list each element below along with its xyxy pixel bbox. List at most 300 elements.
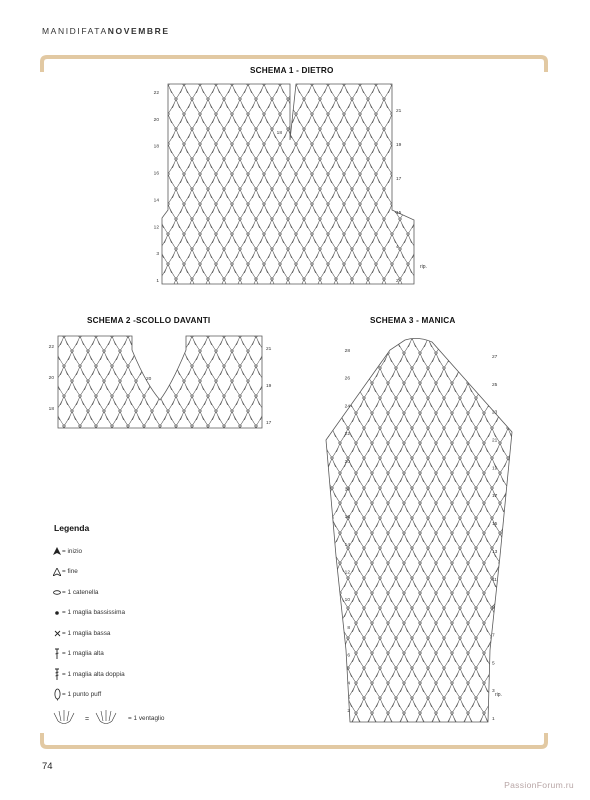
picot-loop — [499, 622, 502, 625]
stitch-motif — [492, 563, 508, 578]
row-number-label: 28 — [344, 349, 350, 354]
picot-loop — [379, 337, 382, 340]
picot-loop — [339, 712, 342, 715]
stitch-motif — [412, 533, 428, 548]
picot-loop — [467, 352, 470, 355]
picot-loop — [363, 367, 366, 370]
stitch-motif — [508, 653, 524, 668]
stitch-motif — [340, 548, 356, 563]
stitch-motif — [364, 713, 380, 728]
stitch-motif — [364, 383, 380, 398]
stitch-motif — [484, 728, 500, 743]
picot-loop — [523, 397, 526, 400]
stitch-motif — [436, 518, 452, 533]
picot-loop — [323, 652, 326, 655]
picot-loop — [475, 337, 478, 340]
picot-loop — [531, 442, 534, 445]
stitch-motif — [444, 413, 460, 428]
stitch-motif — [324, 578, 340, 593]
stitch-motif — [332, 353, 348, 368]
stitch-motif — [524, 443, 540, 458]
picot-loop — [515, 352, 518, 355]
picot-loop — [531, 622, 534, 625]
stitch-motif — [388, 488, 404, 503]
stitch-motif — [476, 533, 492, 548]
stitch-motif — [412, 443, 428, 458]
stitch-motif — [412, 383, 428, 398]
schema2-title: SCHEMA 2 -SCOLLO DAVANTI — [87, 316, 211, 325]
stitch-motif — [444, 623, 460, 638]
picot-loop — [339, 682, 342, 685]
row-number-label: 17 — [396, 177, 402, 182]
stitch-motif — [396, 653, 412, 668]
stitch-motif — [332, 713, 348, 728]
stitch-motif — [460, 623, 476, 638]
picot-loop — [371, 352, 374, 355]
stitch-motif — [508, 623, 524, 638]
stitch-motif — [356, 578, 372, 593]
stitch-motif — [476, 563, 492, 578]
schema3-rip-label: rip. — [495, 692, 502, 698]
picot-loop — [523, 457, 526, 460]
picot-loop — [531, 472, 534, 475]
stitch-motif — [412, 353, 428, 368]
legend-label: = 1 catenella — [62, 588, 99, 596]
end-arrow-icon — [52, 568, 62, 576]
picot-loop — [483, 382, 486, 385]
stitch-motif — [308, 668, 324, 683]
stitch-motif — [396, 443, 412, 458]
stitch-motif — [404, 368, 420, 383]
row-number-label: 18 — [48, 407, 54, 412]
row-number-label: 1 — [492, 717, 495, 722]
stitch-motif — [372, 728, 388, 743]
stitch-motif — [500, 578, 516, 593]
stitch-motif — [388, 638, 404, 653]
stitch-motif — [380, 653, 396, 668]
picot-loop — [363, 727, 366, 730]
row-number-label: 20 — [48, 376, 54, 381]
row-number-label: 17 — [266, 421, 272, 426]
stitch-motif — [468, 458, 484, 473]
stitch-motif — [348, 563, 364, 578]
stitch-motif — [516, 548, 532, 563]
row-number-label: 24 — [344, 404, 350, 410]
stitch-motif — [452, 488, 468, 503]
legend-item — [52, 603, 242, 624]
stitch-motif — [452, 458, 468, 473]
stitch-motif — [388, 608, 404, 623]
stitch-motif — [356, 668, 372, 683]
row-number-label: 11 — [492, 577, 497, 583]
stitch-motif — [364, 473, 380, 488]
picot-loop — [315, 337, 318, 340]
stitch-motif — [404, 398, 420, 413]
picot-loop — [323, 622, 326, 625]
stitch-motif — [452, 368, 468, 383]
stitch-motif — [436, 728, 452, 743]
stitch-motif — [524, 533, 540, 548]
picot-loop — [339, 382, 342, 385]
stitch-motif — [508, 563, 524, 578]
stitch-motif — [372, 428, 388, 443]
stitch-motif — [356, 698, 372, 713]
stitch-motif — [428, 533, 444, 548]
stitch-motif — [380, 503, 396, 518]
picot-loop — [499, 682, 502, 685]
picot-loop — [315, 667, 318, 670]
stitch-motif — [316, 443, 332, 458]
stitch-motif — [420, 518, 436, 533]
picot-loop — [523, 427, 526, 430]
stitch-motif — [324, 728, 340, 743]
stitch-motif — [372, 548, 388, 563]
stitch-motif — [436, 428, 452, 443]
picot-loop — [331, 697, 334, 700]
row-number-label: 16 — [153, 171, 159, 177]
legend-item — [52, 562, 242, 583]
stitch-motif — [516, 668, 532, 683]
picot-loop — [507, 637, 510, 640]
stitch-motif — [500, 668, 516, 683]
stitch-motif — [388, 458, 404, 473]
row-number-label: 15 — [396, 211, 402, 216]
stitch-motif — [308, 728, 324, 743]
legend-item — [52, 664, 242, 685]
stitch-motif — [508, 713, 524, 728]
stitch-motif — [316, 503, 332, 518]
picot-loop — [515, 712, 518, 715]
stitch-motif — [340, 728, 356, 743]
stitch-motif — [476, 353, 492, 368]
stitch-motif — [380, 683, 396, 698]
picot-loop — [443, 727, 446, 730]
picot-loop — [315, 697, 318, 700]
stitch-motif — [372, 398, 388, 413]
stitch-motif — [388, 548, 404, 563]
picot-loop — [451, 352, 454, 355]
stitch-motif — [316, 683, 332, 698]
stitch-motif — [348, 353, 364, 368]
stitch-motif — [308, 518, 324, 533]
row-number-label: 2 — [396, 279, 399, 284]
header-issue: NOVEMBRE — [107, 26, 170, 36]
row-number-label: 5 — [492, 661, 495, 667]
stitch-motif — [420, 728, 436, 743]
stitch-motif — [428, 353, 444, 368]
stitch-motif — [348, 713, 364, 728]
stitch-motif — [404, 608, 420, 623]
stitch-motif — [444, 713, 460, 728]
stitch-motif — [380, 713, 396, 728]
stitch-motif — [460, 563, 476, 578]
row-number-label: 14 — [344, 542, 350, 548]
picot-loop — [347, 367, 350, 370]
stitch-motif — [404, 728, 420, 743]
stitch-motif — [508, 683, 524, 698]
legend — [52, 523, 242, 731]
stitch-motif — [468, 638, 484, 653]
row-number-label: 19 — [266, 384, 272, 389]
stitch-motif — [372, 608, 388, 623]
picot-loop — [499, 652, 502, 655]
stitch-motif — [356, 368, 372, 383]
stitch-motif — [396, 683, 412, 698]
stitch-motif — [452, 728, 468, 743]
picot-loop — [323, 502, 326, 505]
stitch-motif — [348, 443, 364, 458]
stitch-motif — [420, 368, 436, 383]
treble-crochet-icon — [52, 668, 62, 681]
schema1-title: SCHEMA 1 - DIETRO — [250, 66, 334, 75]
stitch-motif — [500, 608, 516, 623]
stitch-motif — [508, 503, 524, 518]
picot-loop — [491, 337, 494, 340]
stitch-motif — [356, 398, 372, 413]
stitch-motif — [412, 503, 428, 518]
stitch-motif — [348, 413, 364, 428]
stitch-motif — [444, 443, 460, 458]
stitch-motif — [404, 578, 420, 593]
stitch-motif — [420, 398, 436, 413]
picot-loop — [523, 487, 526, 490]
stitch-motif — [436, 338, 452, 353]
picot-loop — [323, 532, 326, 535]
picot-loop — [491, 397, 494, 400]
single-crochet-icon — [52, 630, 62, 637]
stitch-motif — [476, 383, 492, 398]
row-number-label: 18 — [153, 144, 159, 150]
stitch-motif — [412, 653, 428, 668]
stitch-motif — [404, 548, 420, 563]
picot-loop — [531, 562, 534, 565]
row-number-label: 10 — [344, 598, 350, 604]
stitch-motif — [308, 368, 324, 383]
picot-loop — [315, 577, 318, 580]
stitch-motif — [372, 518, 388, 533]
stitch-motif — [316, 713, 332, 728]
picot-loop — [499, 382, 502, 385]
stitch-motif — [396, 533, 412, 548]
stitch-motif — [372, 458, 388, 473]
row-number-label: 21 — [396, 109, 402, 114]
picot-loop — [459, 727, 462, 730]
stitch-motif — [324, 668, 340, 683]
stitch-motif — [452, 338, 468, 353]
start-arrow-icon — [52, 547, 62, 555]
stitch-motif — [388, 698, 404, 713]
stitch-motif — [516, 398, 532, 413]
stitch-motif — [476, 443, 492, 458]
row-number-label: 25 — [492, 382, 498, 388]
row-number-label: 18 — [276, 131, 282, 136]
stitch-motif — [388, 668, 404, 683]
picot-loop — [323, 442, 326, 445]
stitch-motif — [324, 458, 340, 473]
stitch-motif — [468, 428, 484, 443]
stitch-motif — [348, 653, 364, 668]
stitch-motif — [500, 398, 516, 413]
stitch-motif — [388, 368, 404, 383]
picot-loop — [499, 352, 502, 355]
stitch-motif — [396, 473, 412, 488]
stitch-motif — [364, 653, 380, 668]
stitch-motif — [436, 698, 452, 713]
stitch-motif — [516, 638, 532, 653]
row-number-label: 7 — [492, 633, 495, 639]
picot-loop — [339, 412, 342, 415]
stitch-motif — [308, 488, 324, 503]
stitch-motif — [380, 623, 396, 638]
row-number-label: 18 — [344, 487, 350, 493]
stitch-motif — [500, 548, 516, 563]
stitch-motif — [436, 548, 452, 563]
stitch-motif — [444, 683, 460, 698]
row-number-label: 2 — [347, 709, 350, 714]
stitch-motif — [308, 458, 324, 473]
stitch-motif — [372, 668, 388, 683]
stitch-motif — [356, 428, 372, 443]
stitch-motif — [316, 593, 332, 608]
stitch-motif — [404, 428, 420, 443]
row-number-label: 17 — [492, 494, 498, 500]
picot-loop — [515, 442, 518, 445]
stitch-motif — [508, 533, 524, 548]
picot-loop — [323, 712, 326, 715]
stitch-motif — [420, 578, 436, 593]
row-number-label: 21 — [266, 347, 272, 352]
stitch-motif — [348, 593, 364, 608]
stitch-motif — [460, 443, 476, 458]
stitch-motif — [468, 488, 484, 503]
stitch-motif — [452, 608, 468, 623]
picot-loop — [507, 517, 510, 520]
double-crochet-icon — [52, 648, 62, 660]
stitch-motif — [332, 383, 348, 398]
picot-loop — [531, 412, 534, 415]
picot-loop — [323, 352, 326, 355]
stitch-motif — [428, 413, 444, 428]
picot-loop — [331, 607, 334, 610]
stitch-motif — [420, 488, 436, 503]
stitch-motif — [492, 503, 508, 518]
stitch-motif — [516, 428, 532, 443]
picot-loop — [315, 457, 318, 460]
stitch-motif — [444, 503, 460, 518]
stitch-motif — [452, 668, 468, 683]
picot-loop — [531, 712, 534, 715]
row-number-label: 8 — [347, 625, 350, 631]
picot-loop — [339, 352, 342, 355]
stitch-motif — [348, 503, 364, 518]
picot-loop — [523, 547, 526, 550]
stitch-motif — [468, 728, 484, 743]
picot-loop — [523, 667, 526, 670]
picot-loop — [491, 367, 494, 370]
picot-loop — [347, 337, 350, 340]
stitch-motif — [396, 713, 412, 728]
stitch-motif — [308, 698, 324, 713]
picot-loop — [507, 727, 510, 730]
stitch-motif — [428, 713, 444, 728]
stitch-motif — [332, 443, 348, 458]
stitch-motif — [516, 518, 532, 533]
stitch-motif — [316, 563, 332, 578]
legend-item — [52, 705, 242, 731]
stitch-motif — [420, 428, 436, 443]
stitch-motif — [412, 593, 428, 608]
stitch-motif — [476, 593, 492, 608]
chain-stitch-icon — [52, 590, 62, 595]
stitch-motif — [436, 458, 452, 473]
stitch-motif — [476, 413, 492, 428]
picot-loop — [331, 547, 334, 550]
picot-loop — [507, 337, 510, 340]
stitch-motif — [524, 683, 540, 698]
stitch-motif — [316, 623, 332, 638]
stitch-motif — [444, 653, 460, 668]
stitch-motif — [356, 458, 372, 473]
stitch-motif — [388, 338, 404, 353]
legend-item — [52, 541, 242, 562]
stitch-motif — [484, 368, 500, 383]
legend-item — [52, 623, 242, 644]
stitch-motif — [420, 608, 436, 623]
stitch-motif — [452, 518, 468, 533]
picot-loop — [531, 652, 534, 655]
stitch-motif — [460, 683, 476, 698]
legend-label: = 1 maglia bassa — [62, 629, 111, 637]
stitch-motif — [500, 368, 516, 383]
stitch-motif — [316, 353, 332, 368]
row-number-label: 20 — [344, 459, 350, 465]
row-number-label: 4 — [396, 245, 399, 250]
stitch-motif — [364, 353, 380, 368]
stitch-motif — [332, 653, 348, 668]
stitch-motif — [428, 443, 444, 458]
watermark: PassionForum.ru — [504, 780, 574, 790]
stitch-motif — [324, 608, 340, 623]
stitch-motif — [372, 578, 388, 593]
picot-loop — [331, 667, 334, 670]
picot-loop — [507, 577, 510, 580]
picot-loop — [515, 592, 518, 595]
stitch-motif — [460, 593, 476, 608]
stitch-motif — [444, 473, 460, 488]
stitch-motif — [396, 563, 412, 578]
picot-loop — [523, 727, 526, 730]
stitch-motif — [428, 593, 444, 608]
picot-loop — [427, 337, 430, 340]
picot-loop — [315, 607, 318, 610]
stitch-motif — [308, 578, 324, 593]
row-number-label: 20 — [153, 117, 159, 123]
picot-loop — [315, 367, 318, 370]
stitch-motif — [476, 473, 492, 488]
stitch-motif — [364, 593, 380, 608]
legend-label: = 1 punto puff — [62, 691, 102, 699]
picot-loop — [507, 697, 510, 700]
puff-stitch-icon — [52, 688, 62, 701]
stitch-motif — [380, 593, 396, 608]
stitch-motif — [452, 548, 468, 563]
stitch-motif — [484, 668, 500, 683]
stitch-motif — [332, 683, 348, 698]
picot-loop — [331, 577, 334, 580]
stitch-motif — [468, 668, 484, 683]
stitch-motif — [516, 458, 532, 473]
stitch-motif — [324, 698, 340, 713]
